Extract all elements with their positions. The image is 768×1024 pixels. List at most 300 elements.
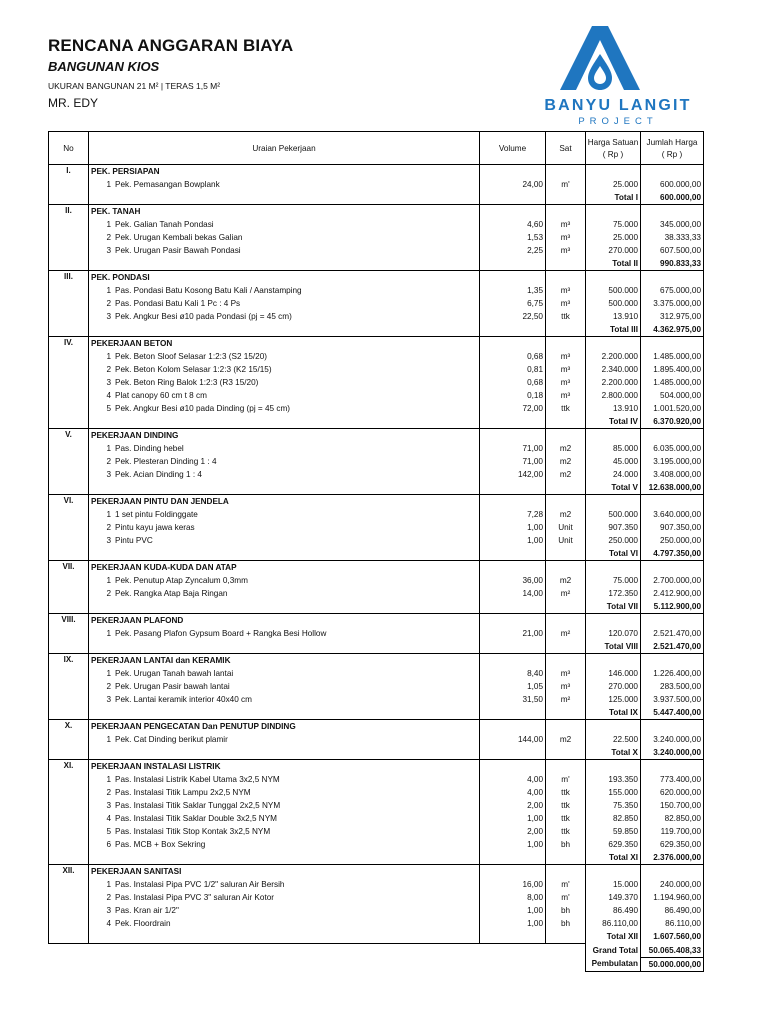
item-amount: 2.700.000,00 xyxy=(641,574,704,587)
item-amount: 504.000,00 xyxy=(641,389,704,402)
section-row xyxy=(49,271,704,285)
item-unit: m² xyxy=(546,627,586,640)
item-unit: m³ xyxy=(546,244,586,257)
table-row xyxy=(49,363,704,376)
item-description xyxy=(89,468,480,481)
item-volume: 1,00 xyxy=(480,534,546,547)
item-number: 2 xyxy=(106,788,111,797)
item-description xyxy=(89,178,480,191)
item-number: 2 xyxy=(106,893,111,902)
item-volume: 1,00 xyxy=(480,917,546,930)
item-number: 3 xyxy=(106,470,111,479)
item-number: 1 xyxy=(106,444,111,453)
table-row xyxy=(49,389,704,402)
item-volume: 1,00 xyxy=(480,521,546,534)
table-row xyxy=(49,733,704,746)
item-number: 2 xyxy=(106,682,111,691)
item-unit-price: 45.000 xyxy=(586,455,641,468)
table-row xyxy=(49,178,704,191)
item-text: Pek. Galian Tanah Pondasi xyxy=(115,220,214,229)
item-description xyxy=(89,455,480,468)
item-number: 2 xyxy=(106,365,111,374)
item-unit: m' xyxy=(546,773,586,786)
item-number: 1 xyxy=(106,220,111,229)
item-text: Pek. Beton Sloof Selasar 1:2:3 (S2 15/20) xyxy=(115,352,268,361)
item-description xyxy=(89,508,480,521)
item-unit-price: 500.000 xyxy=(586,508,641,521)
item-volume: 4,00 xyxy=(480,773,546,786)
section-total-row xyxy=(49,640,704,654)
section-total-row xyxy=(49,600,704,614)
item-description xyxy=(89,917,480,930)
item-unit-price: 86.490 xyxy=(586,904,641,917)
item-description xyxy=(89,812,480,825)
logo-name: BANYU LANGIT xyxy=(544,97,692,114)
item-unit: ttk xyxy=(546,402,586,415)
item-description xyxy=(89,350,480,363)
item-number: 1 xyxy=(106,629,111,638)
table-row xyxy=(49,376,704,389)
item-number: 1 xyxy=(106,576,111,585)
section-title: PEKERJAAN DINDING xyxy=(89,429,480,443)
section-total-row xyxy=(49,930,704,944)
item-amount: 345.000,00 xyxy=(641,218,704,231)
item-text: Pas. Pondasi Batu Kosong Batu Kali / Aanstamping xyxy=(115,286,302,295)
item-description xyxy=(89,402,480,415)
item-unit-price: 85.000 xyxy=(586,442,641,455)
item-unit-price: 270.000 xyxy=(586,244,641,257)
item-description xyxy=(89,376,480,389)
item-unit: Unit xyxy=(546,521,586,534)
item-unit-price: 155.000 xyxy=(586,786,641,799)
table-row xyxy=(49,891,704,904)
section-total-label: Total II xyxy=(586,257,641,271)
table-row xyxy=(49,402,704,415)
item-volume: 2,00 xyxy=(480,825,546,838)
section-total-value: 6.370.920,00 xyxy=(641,415,704,429)
item-text: Pek. Urugan Kembali bekas Galian xyxy=(115,233,243,242)
item-amount: 6.035.000,00 xyxy=(641,442,704,455)
item-volume: 24,00 xyxy=(480,178,546,191)
table-row xyxy=(49,521,704,534)
section-total-label: Total X xyxy=(586,746,641,760)
section-row xyxy=(49,337,704,351)
item-number: 2 xyxy=(106,523,111,532)
item-text: Pek. Plesteran Dinding 1 : 4 xyxy=(115,457,217,466)
item-text: Pas. Instalasi Titik Stop Kontak 3x2,5 NYM xyxy=(115,827,271,836)
item-volume: 1,00 xyxy=(480,838,546,851)
item-amount: 38.333,33 xyxy=(641,231,704,244)
item-amount: 150.700,00 xyxy=(641,799,704,812)
item-description xyxy=(89,284,480,297)
item-amount: 3.375.000,00 xyxy=(641,297,704,310)
grand-total-label: Grand Total xyxy=(586,944,641,958)
section-total-value: 4.797.350,00 xyxy=(641,547,704,561)
item-unit: m³ xyxy=(546,667,586,680)
section-total-value: 2.521.470,00 xyxy=(641,640,704,654)
item-description xyxy=(89,667,480,680)
item-amount: 3.240.000,00 xyxy=(641,733,704,746)
item-number: 5 xyxy=(106,827,111,836)
item-unit-price: 172.350 xyxy=(586,587,641,600)
item-volume: 1,35 xyxy=(480,284,546,297)
item-unit-price: 25.000 xyxy=(586,178,641,191)
item-text: Pek. Pasang Plafon Gypsum Board + Rangka Besi Hollow xyxy=(115,629,327,638)
item-unit-price: 86.110,00 xyxy=(586,917,641,930)
item-amount: 1.895.400,00 xyxy=(641,363,704,376)
item-unit: ttk xyxy=(546,799,586,812)
section-total-value: 2.376.000,00 xyxy=(641,851,704,865)
item-number: 3 xyxy=(106,536,111,545)
item-text: Plat canopy 60 cm t 8 cm xyxy=(115,391,207,400)
item-number: 3 xyxy=(106,801,111,810)
rab-table-body xyxy=(49,165,704,944)
item-volume: 2,25 xyxy=(480,244,546,257)
item-unit: bh xyxy=(546,904,586,917)
item-text: Pas. Instalasi Listrik Kabel Utama 3x2,5 NYM xyxy=(115,775,280,784)
section-row xyxy=(49,429,704,443)
item-unit-price: 59.850 xyxy=(586,825,641,838)
document-header xyxy=(48,34,293,111)
item-unit: m³ xyxy=(546,297,586,310)
section-total-value: 600.000,00 xyxy=(641,191,704,205)
item-text: Pas. Pondasi Batu Kali 1 Pc : 4 Ps xyxy=(115,299,241,308)
item-unit-price: 24.000 xyxy=(586,468,641,481)
item-volume: 8,00 xyxy=(480,891,546,904)
item-text: Pek. Urugan Pasir Bawah Pondasi xyxy=(115,246,241,255)
item-unit-price: 120.070 xyxy=(586,627,641,640)
document-title: RENCANA ANGGARAN BIAYA xyxy=(48,36,294,55)
table-row xyxy=(49,508,704,521)
item-unit: m2 xyxy=(546,508,586,521)
section-total-value: 990.833,33 xyxy=(641,257,704,271)
banyu-langit-logo xyxy=(530,20,710,128)
item-volume: 16,00 xyxy=(480,878,546,891)
item-volume: 71,00 xyxy=(480,442,546,455)
section-title: PEK. PERSIAPAN xyxy=(89,165,480,179)
section-title: PEKERJAAN INSTALASI LISTRIK xyxy=(89,760,480,774)
logo-tagline: PROJECT xyxy=(578,116,658,127)
item-number: 1 xyxy=(106,510,111,519)
col-harga-header: Harga Satuan ( Rp ) xyxy=(586,132,641,165)
item-unit-price: 125.000 xyxy=(586,693,641,706)
item-text: Pek. Rangka Atap Baja Ringan xyxy=(115,589,228,598)
item-text: Pas. Dinding hebel xyxy=(115,444,184,453)
item-unit-price: 193.350 xyxy=(586,773,641,786)
pembulatan-value: 50.000.000,00 xyxy=(641,957,704,971)
item-description xyxy=(89,574,480,587)
section-total-label: Total IV xyxy=(586,415,641,429)
section-title: PEKERJAAN LANTAI dan KERAMIK xyxy=(89,654,480,668)
item-amount: 1.485.000,00 xyxy=(641,350,704,363)
table-header-row xyxy=(49,132,704,165)
item-volume: 7,28 xyxy=(480,508,546,521)
item-text: Pek. Lantai keramik interior 40x40 cm xyxy=(115,695,252,704)
section-number: IX. xyxy=(49,654,89,720)
section-row xyxy=(49,495,704,509)
item-unit: ttk xyxy=(546,825,586,838)
table-row xyxy=(49,680,704,693)
rab-summary xyxy=(49,944,704,972)
item-unit-price: 2.340.000 xyxy=(586,363,641,376)
section-title: PEKERJAAN PENGECATAN Dan PENUTUP DINDING xyxy=(89,720,480,734)
item-unit-price: 250.000 xyxy=(586,534,641,547)
section-total-row xyxy=(49,547,704,561)
col-volume-header: Volume xyxy=(480,132,546,165)
item-description xyxy=(89,442,480,455)
table-row xyxy=(49,878,704,891)
item-text: Pas. Kran air 1/2" xyxy=(115,906,179,915)
section-total-label: Total VI xyxy=(586,547,641,561)
item-description xyxy=(89,231,480,244)
section-number: II. xyxy=(49,205,89,271)
item-unit-price: 75.350 xyxy=(586,799,641,812)
section-total-value: 1.607.560,00 xyxy=(641,930,704,944)
item-volume: 144,00 xyxy=(480,733,546,746)
item-unit: bh xyxy=(546,838,586,851)
table-row xyxy=(49,534,704,547)
section-title: PEK. TANAH xyxy=(89,205,480,219)
item-unit: m³ xyxy=(546,284,586,297)
section-number: XII. xyxy=(49,865,89,944)
item-amount: 3.408.000,00 xyxy=(641,468,704,481)
item-description xyxy=(89,587,480,600)
item-amount: 3.195.000,00 xyxy=(641,455,704,468)
section-total-label: Total VII xyxy=(586,600,641,614)
item-unit: m³ xyxy=(546,350,586,363)
item-volume: 36,00 xyxy=(480,574,546,587)
item-unit: m2 xyxy=(546,455,586,468)
building-size: UKURAN BANGUNAN 21 M² | TERAS 1,5 M² xyxy=(48,81,221,91)
item-number: 3 xyxy=(106,246,111,255)
section-total-row xyxy=(49,191,704,205)
item-number: 1 xyxy=(106,352,111,361)
item-description xyxy=(89,878,480,891)
item-description xyxy=(89,534,480,547)
item-unit-price: 82.850 xyxy=(586,812,641,825)
item-unit-price: 500.000 xyxy=(586,297,641,310)
item-amount: 1.485.000,00 xyxy=(641,376,704,389)
section-number: VII. xyxy=(49,561,89,614)
section-title: PEK. PONDASI xyxy=(89,271,480,285)
item-amount: 82.850,00 xyxy=(641,812,704,825)
item-unit: m' xyxy=(546,178,586,191)
item-volume: 0,68 xyxy=(480,376,546,389)
item-number: 1 xyxy=(106,880,111,889)
item-unit: m2 xyxy=(546,468,586,481)
section-total-label: Total V xyxy=(586,481,641,495)
section-total-label: Total I xyxy=(586,191,641,205)
item-amount: 3.937.500,00 xyxy=(641,693,704,706)
section-total-value: 5.112.900,00 xyxy=(641,600,704,614)
item-volume: 31,50 xyxy=(480,693,546,706)
table-row xyxy=(49,786,704,799)
item-description xyxy=(89,297,480,310)
item-volume: 0,81 xyxy=(480,363,546,376)
item-amount: 1.001.520,00 xyxy=(641,402,704,415)
item-amount: 119.700,00 xyxy=(641,825,704,838)
table-row xyxy=(49,231,704,244)
table-row xyxy=(49,574,704,587)
item-number: 3 xyxy=(106,312,111,321)
item-volume: 21,00 xyxy=(480,627,546,640)
item-amount: 1.194.960,00 xyxy=(641,891,704,904)
item-number: 1 xyxy=(106,669,111,678)
item-unit-price: 75.000 xyxy=(586,574,641,587)
item-unit-price: 25.000 xyxy=(586,231,641,244)
item-text: Pek. Beton Kolom Selasar 1:2:3 (K2 15/15) xyxy=(115,365,272,374)
section-row xyxy=(49,760,704,774)
item-description xyxy=(89,891,480,904)
item-amount: 907.350,00 xyxy=(641,521,704,534)
section-number: VIII. xyxy=(49,614,89,654)
section-number: I. xyxy=(49,165,89,205)
table-row xyxy=(49,825,704,838)
item-unit-price: 907.350 xyxy=(586,521,641,534)
item-volume: 1,05 xyxy=(480,680,546,693)
item-description xyxy=(89,627,480,640)
item-text: Pek. Angkur Besi ø10 pada Pondasi (pj = 45 cm) xyxy=(115,312,292,321)
section-total-label: Total III xyxy=(586,323,641,337)
item-number: 4 xyxy=(106,919,111,928)
table-row xyxy=(49,667,704,680)
item-number: 2 xyxy=(106,457,111,466)
table-row xyxy=(49,917,704,930)
document-subtitle: BANGUNAN KIOS xyxy=(48,59,160,74)
item-description xyxy=(89,244,480,257)
table-row xyxy=(49,773,704,786)
section-total-value: 5.447.400,00 xyxy=(641,706,704,720)
section-title: PEKERJAAN BETON xyxy=(89,337,480,351)
item-unit: m2 xyxy=(546,733,586,746)
section-total-row xyxy=(49,851,704,865)
item-number: 1 xyxy=(106,286,111,295)
item-number: 1 xyxy=(106,180,111,189)
item-amount: 250.000,00 xyxy=(641,534,704,547)
col-uraian-header: Uraian Pekerjaan xyxy=(89,132,480,165)
item-number: 4 xyxy=(106,391,111,400)
table-row xyxy=(49,693,704,706)
item-unit: Unit xyxy=(546,534,586,547)
section-total-label: Total XII xyxy=(586,930,641,944)
section-row xyxy=(49,205,704,219)
table-row xyxy=(49,468,704,481)
item-unit: m2 xyxy=(546,574,586,587)
item-number: 1 xyxy=(106,775,111,784)
table-row xyxy=(49,297,704,310)
item-unit-price: 270.000 xyxy=(586,680,641,693)
item-number: 1 xyxy=(106,735,111,744)
pembulatan-row xyxy=(49,957,704,971)
item-description xyxy=(89,521,480,534)
item-text: Pas. Instalasi Pipa PVC 3" saluran Air Kotor xyxy=(115,893,274,902)
item-volume: 14,00 xyxy=(480,587,546,600)
section-total-row xyxy=(49,706,704,720)
item-unit-price: 13.910 xyxy=(586,310,641,323)
item-unit: ttk xyxy=(546,786,586,799)
section-total-row xyxy=(49,257,704,271)
item-number: 2 xyxy=(106,299,111,308)
item-unit-price: 146.000 xyxy=(586,667,641,680)
item-volume: 1,53 xyxy=(480,231,546,244)
section-title: PEKERJAAN PINTU DAN JENDELA xyxy=(89,495,480,509)
item-volume: 6,75 xyxy=(480,297,546,310)
item-text: Pek. Urugan Tanah bawah lantai xyxy=(115,669,234,678)
table-row xyxy=(49,587,704,600)
item-unit-price: 2.200.000 xyxy=(586,376,641,389)
item-amount: 86.110,00 xyxy=(641,917,704,930)
item-number: 3 xyxy=(106,378,111,387)
item-amount: 86.490,00 xyxy=(641,904,704,917)
item-volume: 1,00 xyxy=(480,904,546,917)
item-unit-price: 2.800.000 xyxy=(586,389,641,402)
item-volume: 72,00 xyxy=(480,402,546,415)
section-total-label: Total IX xyxy=(586,706,641,720)
section-title: PEKERJAAN PLAFOND xyxy=(89,614,480,628)
table-row xyxy=(49,455,704,468)
item-amount: 2.412.900,00 xyxy=(641,587,704,600)
item-unit-price: 2.200.000 xyxy=(586,350,641,363)
item-volume: 71,00 xyxy=(480,455,546,468)
section-title: PEKERJAAN SANITASI xyxy=(89,865,480,879)
section-number: V. xyxy=(49,429,89,495)
item-description xyxy=(89,218,480,231)
item-text: 1 set pintu Foldinggate xyxy=(115,510,198,519)
item-unit: m³ xyxy=(546,363,586,376)
table-row xyxy=(49,812,704,825)
item-unit: m' xyxy=(546,891,586,904)
item-unit-price: 629.350 xyxy=(586,838,641,851)
item-description xyxy=(89,904,480,917)
item-description xyxy=(89,773,480,786)
item-amount: 1.226.400,00 xyxy=(641,667,704,680)
section-row xyxy=(49,614,704,628)
section-total-value: 4.362.975,00 xyxy=(641,323,704,337)
item-amount: 675.000,00 xyxy=(641,284,704,297)
item-number: 6 xyxy=(106,840,111,849)
item-unit: bh xyxy=(546,917,586,930)
section-title: PEKERJAAN KUDA-KUDA DAN ATAP xyxy=(89,561,480,575)
table-row xyxy=(49,838,704,851)
item-description xyxy=(89,825,480,838)
item-text: Pek. Penutup Atap Zyncalum 0,3mm xyxy=(115,576,248,585)
item-text: Pas. Instalasi Titik Saklar Tunggal 2x2,5 NYM xyxy=(115,801,281,810)
table-row xyxy=(49,799,704,812)
section-row xyxy=(49,720,704,734)
item-description xyxy=(89,389,480,402)
item-unit: m² xyxy=(546,587,586,600)
item-volume: 1,00 xyxy=(480,812,546,825)
section-number: IV. xyxy=(49,337,89,429)
item-unit-price: 75.000 xyxy=(586,218,641,231)
item-unit: m' xyxy=(546,878,586,891)
item-text: Pek. Acian Dinding 1 : 4 xyxy=(115,470,202,479)
table-row xyxy=(49,284,704,297)
section-number: VI. xyxy=(49,495,89,561)
item-number: 5 xyxy=(106,404,111,413)
item-amount: 240.000,00 xyxy=(641,878,704,891)
item-unit: m³ xyxy=(546,218,586,231)
item-unit-price: 500.000 xyxy=(586,284,641,297)
table-row xyxy=(49,310,704,323)
section-total-row xyxy=(49,323,704,337)
section-total-label: Total VIII xyxy=(586,640,641,654)
table-row xyxy=(49,627,704,640)
item-description xyxy=(89,680,480,693)
item-amount: 600.000,00 xyxy=(641,178,704,191)
item-amount: 629.350,00 xyxy=(641,838,704,851)
item-amount: 312.975,00 xyxy=(641,310,704,323)
